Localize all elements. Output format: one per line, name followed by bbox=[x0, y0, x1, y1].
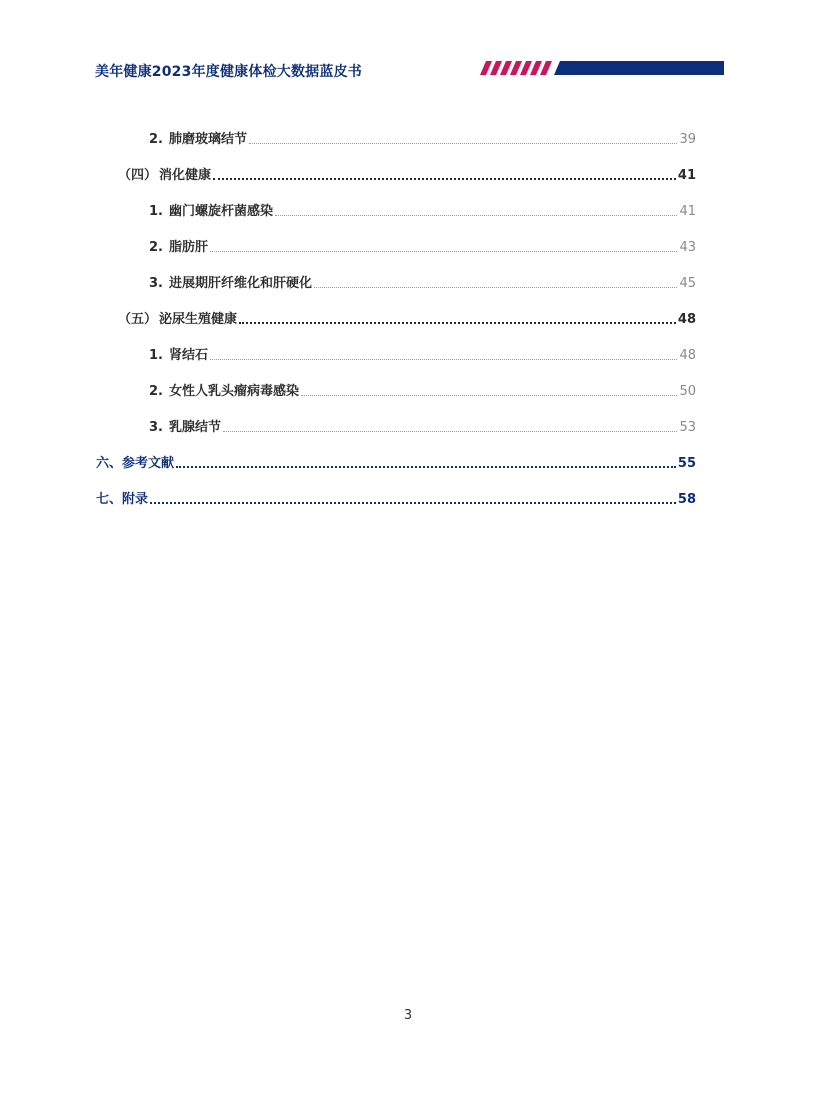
toc-entry-label: 2. 肺磨玻璃结节 bbox=[149, 132, 247, 147]
toc-page-number: 41 bbox=[677, 168, 696, 183]
page-number: 3 bbox=[403, 1008, 413, 1023]
toc-page-number: 48 bbox=[679, 348, 696, 363]
toc-page-number: 48 bbox=[677, 312, 696, 327]
toc-entry-label: 1. 肾结石 bbox=[149, 348, 208, 363]
toc-entry[interactable] bbox=[96, 488, 696, 508]
toc-entry[interactable] bbox=[149, 416, 696, 436]
toc-page-number: 50 bbox=[679, 384, 696, 399]
toc-leader-dots bbox=[210, 359, 677, 360]
toc-page-number: 53 bbox=[679, 420, 696, 435]
toc-page-number: 41 bbox=[679, 204, 696, 219]
toc-page-number: 45 bbox=[679, 276, 696, 291]
toc-entry-label: （四） 消化健康 bbox=[118, 168, 212, 183]
toc-page-number: 39 bbox=[679, 132, 696, 147]
toc-page-number: 55 bbox=[677, 456, 696, 471]
toc-entry[interactable] bbox=[118, 308, 696, 328]
toc-leader-dots bbox=[223, 431, 677, 432]
toc-entry[interactable] bbox=[149, 380, 696, 400]
toc-entry[interactable] bbox=[149, 128, 696, 148]
toc-leader-dots bbox=[150, 502, 676, 504]
toc-leader-dots bbox=[301, 395, 677, 396]
toc-entry[interactable] bbox=[149, 200, 696, 220]
toc-leader-dots bbox=[275, 215, 677, 216]
header-title: 美年健康2023年度健康体检大数据蓝皮书 bbox=[95, 64, 362, 80]
toc-entry-label: 1. 幽门螺旋杆菌感染 bbox=[149, 204, 273, 219]
toc-leader-dots bbox=[210, 251, 677, 252]
toc-leader-dots bbox=[249, 143, 677, 144]
toc-leader-dots bbox=[176, 466, 676, 468]
toc-entry[interactable] bbox=[118, 164, 696, 184]
toc-entry-label: 2. 脂肪肝 bbox=[149, 240, 208, 255]
toc-entry[interactable] bbox=[149, 344, 696, 364]
toc-entry-label: 2. 女性人乳头瘤病毒感染 bbox=[149, 384, 299, 399]
toc-entry[interactable] bbox=[149, 236, 696, 256]
toc-entry-label: 七、附录 bbox=[96, 492, 149, 507]
toc-page-number: 43 bbox=[679, 240, 696, 255]
toc-entry-label: （五） 泌尿生殖健康 bbox=[118, 312, 238, 327]
toc-page-number: 58 bbox=[677, 492, 696, 507]
toc-leader-dots bbox=[213, 178, 676, 180]
header-stripe-band bbox=[480, 61, 724, 75]
toc-entry-label: 六、参考文献 bbox=[96, 456, 175, 471]
toc-entry-label: 3. 进展期肝纤维化和肝硬化 bbox=[149, 276, 312, 291]
toc-entry[interactable] bbox=[96, 452, 696, 472]
toc-entry-label: 3. 乳腺结节 bbox=[149, 420, 221, 435]
toc-entry[interactable] bbox=[149, 272, 696, 292]
toc-leader-dots bbox=[314, 287, 677, 288]
toc-leader-dots bbox=[239, 322, 676, 324]
